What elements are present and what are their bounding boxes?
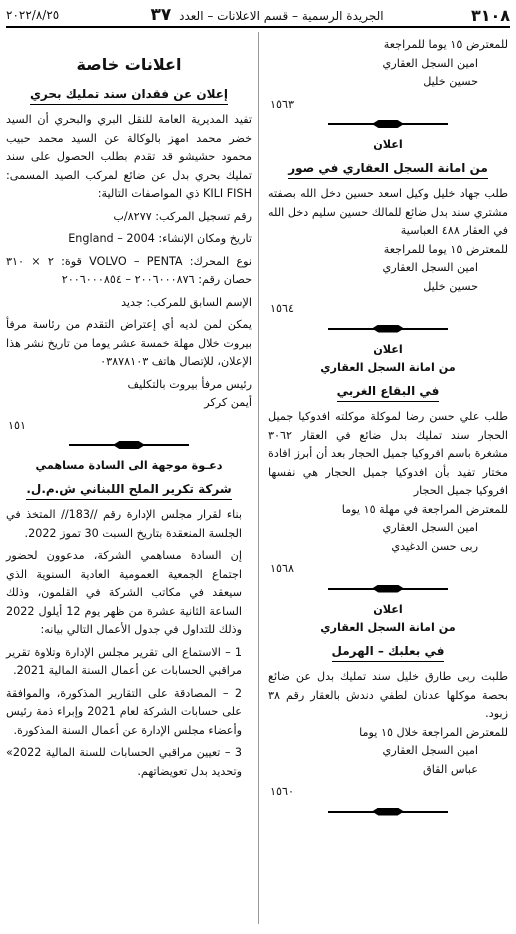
notice-number: ١٥٦٤ <box>270 302 295 315</box>
issue-number: ٣٧ <box>150 5 172 25</box>
notice-shareholders-invitation <box>6 457 252 781</box>
notice-paragraph-1: بناء لقرار مجلس الإدارة رقم //183// المتخذ في الجلسة المنعقدة بتاريخ السبت 30 تموز 2022. <box>6 508 242 540</box>
notice-1568 <box>268 341 508 593</box>
notice-subheading: من امانة السجل العقاري <box>320 361 456 374</box>
section-divider <box>328 585 448 593</box>
signature-name: عباس القاق <box>423 762 478 776</box>
header-title-group <box>59 5 471 25</box>
signature-name: حسين خليل <box>423 279 478 293</box>
signature-name: حسين خليل <box>423 75 478 88</box>
notice-subheading-wrap <box>268 642 508 663</box>
notice-deadline: للمعترض المراجعة خلال ١٥ يوما <box>359 725 508 739</box>
notice-1560 <box>268 601 508 816</box>
vessel-previous-name: الإسم السابق للمركب: جديد <box>121 295 252 309</box>
section-divider <box>328 120 448 128</box>
section-divider <box>328 325 448 333</box>
notice-body: طلبت ربى طارق خليل سند تمليك بدل عن ضائع بحصة موكلها عدنان لطفي دندش بالعقار رقم ٣٨ زبود. <box>268 670 508 720</box>
signature-title: امين السجل العقاري <box>382 56 478 70</box>
vessel-reg-number: رقم تسجيل المركب: ٨٢٧٧/ب <box>113 209 252 223</box>
notice-subheading: إعلان عن فقدان سند تمليك بحري <box>30 85 228 106</box>
notice-heading: اعلان <box>373 342 403 356</box>
column-divider <box>258 32 259 924</box>
notice-objection: يمكن لمن لديه أي إعتراض التقدم من رئاسة مرفأ بيروت خلال مهلة خمسة عشر يوما من تاريخ نشر هذا الإعلان، للإتصال هاتف ٠٣٨٧٨١٠٣ <box>6 318 252 368</box>
signature-name: ربى حسن الدغيدي <box>391 539 478 553</box>
notice-subheading: من امانة السجل العقاري في صور <box>288 159 488 180</box>
section-divider <box>69 441 189 449</box>
notice-number: ١٥٦٣ <box>270 97 295 111</box>
notice-subheading-wrap <box>268 382 508 403</box>
signature-title: رئيس مرفأ بيروت بالتكليف <box>127 377 252 391</box>
notice-subheading-2: في البقاع الغربي <box>337 382 440 403</box>
section-title: اعلانات خاصة <box>76 55 182 74</box>
notice-number: ١٥٦٨ <box>270 562 295 575</box>
notice-number: ١٥١ <box>8 418 27 432</box>
header-title: الجريدة الرسمية – قسم الاعلانات – العدد <box>179 9 384 23</box>
signature-title: امين السجل العقاري <box>382 261 478 274</box>
notice-subheading-wrap <box>268 159 508 180</box>
agenda-item-3: 3 – تعيين مراقبي الحسابات للسنة المالية 2022» وتحديد بدل تعويضاتهم. <box>6 746 242 778</box>
notice-subheading-2: شركة تكرير الملح اللبناني ش.م.ل. <box>26 480 231 501</box>
section-divider <box>328 808 448 816</box>
signature-title: امين السجل العقاري <box>382 744 478 757</box>
signature-title: امين السجل العقاري <box>382 521 478 534</box>
right-column <box>268 36 508 824</box>
notice-deadline: للمعترض المراجعة في مهلة ١٥ يوما <box>341 502 508 516</box>
left-column <box>6 36 252 783</box>
agenda-item-1: 1 – الاستماع الى تقرير مجلس الإدارة وتلاوة تقرير مراقبي الحسابات عن أعمال السنة المالية 2021. <box>6 645 242 677</box>
notice-number: ١٥٦٠ <box>270 785 295 798</box>
notice-deadline: للمعترض ١٥ يوما للمراجعة <box>383 38 508 51</box>
notice-subheading: دعـوة موجهة الى السادة مساهمي <box>35 459 223 472</box>
notice-subheading-wrap <box>6 480 252 501</box>
page-header <box>6 4 510 28</box>
notice-body: طلب جهاد خليل وكيل اسعد حسين دخل الله بصفته مشتري سند بدل ضائع للمالك حسين سليم دخل الله في العقار ٤٨٨ العباسية <box>268 187 508 237</box>
notice-paragraph-2: إن السادة مساهمي الشركة، مدعوون لحضور اجتماع الجمعية العمومية العادية السنوية الذي سيعقد في مكاتب الشركة في القلمون، وذلك الساعة الثانية عشرة من ظهر يوم 12 أيلول 2022 وذلك للتداول في جدول الأعمال التالي بيانه: <box>6 549 242 636</box>
notice-heading: اعلان <box>373 602 403 616</box>
vessel-built: تاريخ ومكان الإنشاء: 2004 – England <box>68 232 252 245</box>
agenda-item-2: 2 – المصادقة على التقارير المذكورة، والموافقة على حسابات الشركة لعام 2021 وإبراء ذمة رئيس وأعضاء مجلس الإدارة عن أعمال السنة المذكورة. <box>6 686 242 737</box>
issue-date: ٢٠٢٢/٨/٢٥ <box>6 8 60 22</box>
notice-body: طلب علي حسن رضا لموكلة موكلته افدوكيا جميل الحجار سند تمليك بدل ضائع في العقار ٣٠٦٢ مشغرة باسم افروكيا جميل الحجار بعد أن أبرز افادة مختار تفيد بأن افدوكيا جميل الحجار هي نفسها افروكيا جميل الحجار <box>268 410 508 497</box>
notice-subheading: من امانة السجل العقاري <box>320 621 456 634</box>
notice-1564 <box>268 136 508 333</box>
page-number: ٣١٠٨ <box>470 5 510 25</box>
notice-heading: اعلان <box>373 138 403 151</box>
notice-subheading-wrap <box>6 85 252 106</box>
notice-deadline: للمعترض ١٥ يوما للمراجعة <box>383 242 508 256</box>
notice-1563 <box>268 36 508 128</box>
vessel-engine: نوع المحرك: VOLVO – PENTA قوة: ٢ × ٣١٠ حصان رقم: ٢٠٠٦٠٠٠٨٧٦ – ٢٠٠٦٠٠٠٨٥٤ <box>6 254 252 286</box>
notice-body: تفيد المديرية العامة للنقل البري والبحري أن السيد خضر محمد امهز بالوكالة عن السيد محمد حبيب محمود حشيشو قد تقدم بطلب الحصول على سند تمليك بحري بدل عن ضائع لمركب الصيد المسمى: KILI FISH ذي المواصفات التالية: <box>6 113 252 200</box>
notice-151 <box>6 85 252 450</box>
notice-subheading-2: في بعلبك – الهرمل <box>332 642 445 663</box>
signature-name: أيمن كركر <box>204 396 252 409</box>
